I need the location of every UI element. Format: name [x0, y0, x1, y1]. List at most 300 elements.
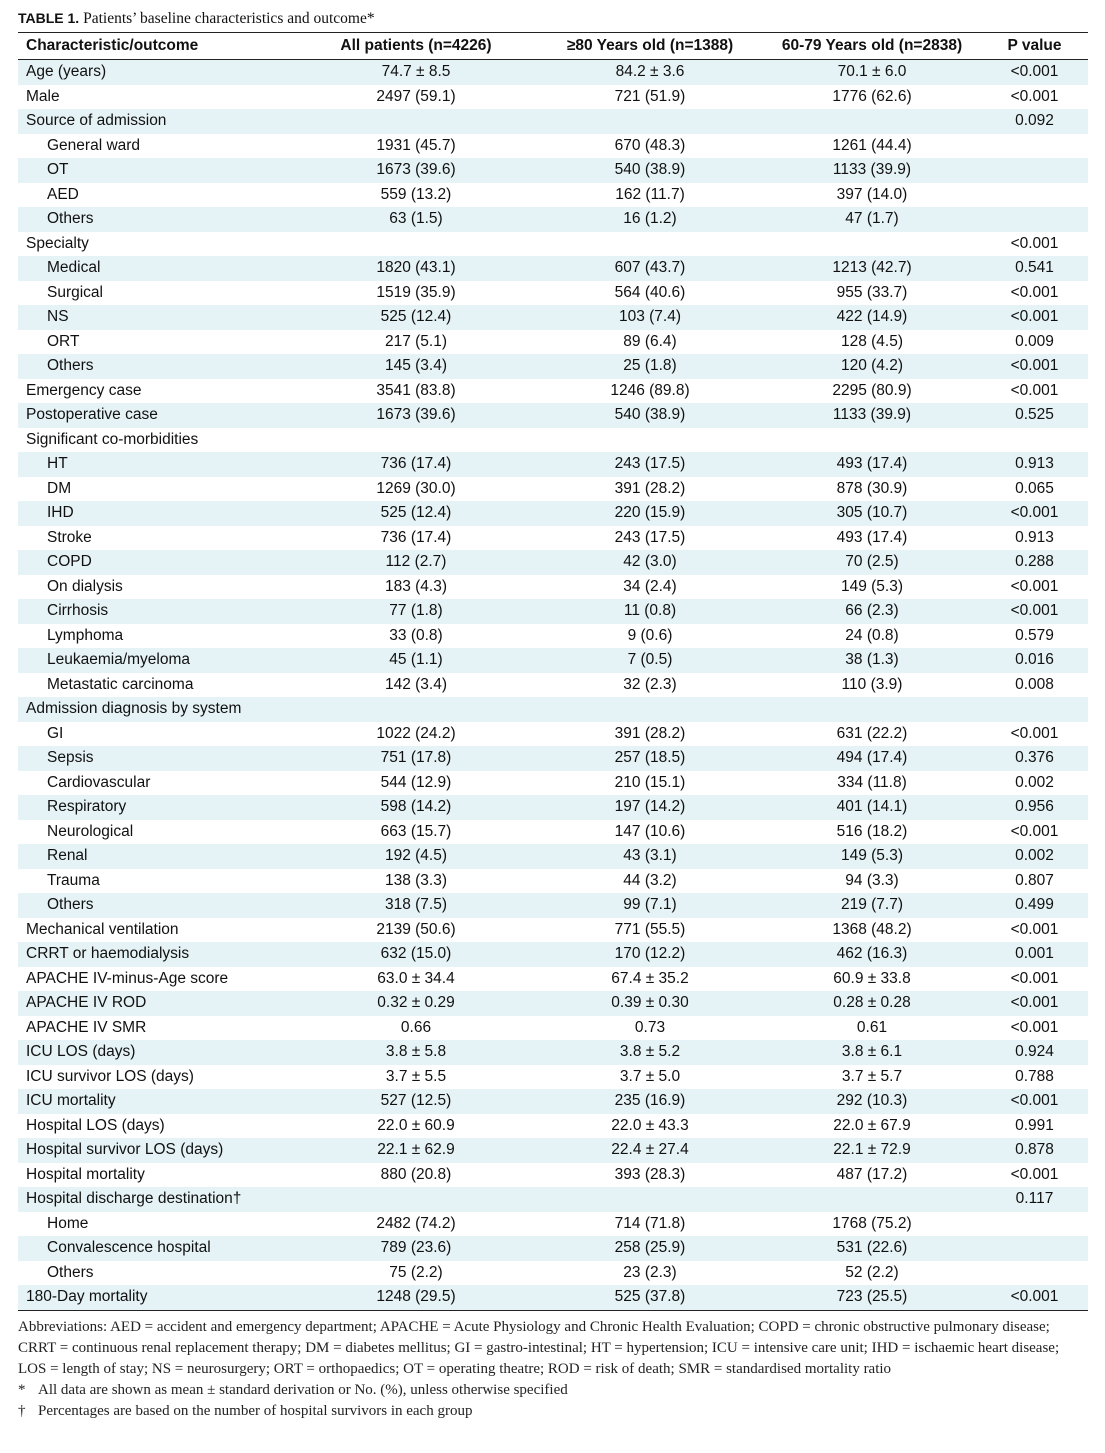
row-label: Cardiovascular: [47, 773, 151, 791]
table-row: [18, 991, 1088, 1016]
row-label: NS: [18, 305, 295, 330]
footnote: [18, 1401, 1088, 1422]
cell-80-plus: 540 (38.9): [537, 403, 763, 428]
cell-p-value: <0.001: [981, 991, 1088, 1016]
cell-80-plus: 84.2 ± 3.6: [537, 60, 763, 85]
cell-60-79: 462 (16.3): [763, 942, 981, 967]
cell-60-79: 1133 (39.9): [763, 158, 981, 183]
cell-p-value: 0.117: [981, 1187, 1088, 1212]
cell-p-value: [981, 183, 1088, 208]
footnote-text: Percentages are based on the number of hospital survivors in each group: [38, 1402, 473, 1419]
cell-60-79: 94 (3.3): [845, 871, 899, 889]
table-row: [18, 1138, 1088, 1163]
cell-80-plus: 220 (15.9): [537, 501, 763, 526]
row-label: Stroke: [47, 528, 92, 546]
row-label: IHD: [18, 501, 295, 526]
cell-80-plus: 670 (48.3): [614, 136, 686, 154]
table-row: [18, 795, 1088, 820]
cell-60-79: 401 (14.1): [763, 795, 981, 820]
table-row: [18, 624, 1088, 649]
cell-60-79: 723 (25.5): [763, 1285, 981, 1310]
table-row: [18, 85, 1088, 110]
cell-80-plus: 99 (7.1): [537, 893, 763, 918]
cell-all-patients: 598 (14.2): [295, 795, 537, 820]
table-row: [18, 746, 1088, 771]
row-label: Leukaemia/myeloma: [18, 648, 295, 673]
cell-all-patients: 22.1 ± 62.9: [295, 1138, 537, 1163]
cell-80-plus: [537, 697, 763, 722]
table-row: [18, 403, 1088, 428]
cell-80-plus: 42 (3.0): [537, 550, 763, 575]
row-label: ICU LOS (days): [18, 1040, 295, 1065]
cell-all-patients: 142 (3.4): [384, 675, 448, 693]
footnote: [18, 1380, 1088, 1401]
cell-60-79: 494 (17.4): [763, 746, 981, 771]
row-label: AED: [47, 185, 79, 203]
table-row: [18, 452, 1088, 477]
cell-80-plus: 16 (1.2): [537, 207, 763, 232]
cell-all-patients: 0.66: [400, 1018, 432, 1036]
cell-all-patients: 1673 (39.6): [295, 158, 537, 183]
row-label: ICU survivor LOS (days): [26, 1067, 194, 1085]
row-label: CRRT or haemodialysis: [18, 942, 295, 967]
cell-p-value: <0.001: [1010, 969, 1059, 987]
table-row: [18, 428, 1088, 453]
cell-60-79: 487 (17.2): [836, 1165, 908, 1183]
cell-60-79: 47 (1.7): [763, 207, 981, 232]
cell-60-79: 493 (17.4): [763, 452, 981, 477]
cell-80-plus: 44 (3.2): [623, 871, 677, 889]
cell-p-value: <0.001: [981, 305, 1088, 330]
cell-all-patients: 1673 (39.6): [295, 403, 537, 428]
cell-all-patients: 74.7 ± 8.5: [295, 60, 537, 85]
table-row: [18, 697, 1088, 722]
footnote-mark: †: [18, 1402, 26, 1419]
cell-80-plus: 170 (12.2): [537, 942, 763, 967]
row-label: Neurological: [47, 822, 134, 840]
cell-p-value: <0.001: [1010, 87, 1059, 105]
cell-all-patients: 145 (3.4): [295, 354, 537, 379]
cell-60-79: 219 (7.7): [763, 893, 981, 918]
table-row: [18, 281, 1088, 306]
cell-all-patients: 736 (17.4): [295, 452, 537, 477]
cell-60-79: 52 (2.2): [845, 1263, 899, 1281]
table-row: [18, 869, 1088, 894]
cell-60-79: 955 (33.7): [836, 283, 908, 301]
cell-60-79: 1768 (75.2): [832, 1214, 912, 1232]
cell-60-79: [763, 428, 981, 453]
cell-all-patients: [295, 697, 537, 722]
cell-p-value: 0.807: [1015, 871, 1054, 889]
table-row: [18, 599, 1088, 624]
column-header-p-value: P value: [981, 33, 1088, 60]
row-label: DM: [47, 479, 72, 497]
table-header-row: [18, 33, 1088, 60]
cell-80-plus: 23 (2.3): [623, 1263, 677, 1281]
cell-p-value: <0.001: [981, 60, 1088, 85]
cell-p-value: <0.001: [1010, 724, 1059, 742]
table-row: [18, 183, 1088, 208]
row-label: OT: [18, 158, 295, 183]
cell-all-patients: 527 (12.5): [295, 1089, 537, 1114]
cell-80-plus: 243 (17.5): [537, 452, 763, 477]
row-label: Others: [18, 354, 295, 379]
cell-p-value: <0.001: [981, 599, 1088, 624]
cell-80-plus: 210 (15.1): [614, 773, 686, 791]
cell-80-plus: 22.0 ± 43.3: [611, 1116, 689, 1134]
row-label: Others: [47, 1263, 94, 1281]
cell-all-patients: [295, 232, 537, 257]
cell-60-79: 531 (22.6): [763, 1236, 981, 1261]
table-row: [18, 109, 1088, 134]
cell-p-value: [981, 428, 1088, 453]
row-label: Hospital LOS (days): [26, 1116, 165, 1134]
cell-80-plus: [537, 428, 763, 453]
cell-60-79: 292 (10.3): [763, 1089, 981, 1114]
cell-60-79: 60.9 ± 33.8: [833, 969, 911, 987]
cell-80-plus: 1246 (89.8): [610, 381, 690, 399]
cell-all-patients: 544 (12.9): [380, 773, 452, 791]
row-label: 180-Day mortality: [18, 1285, 295, 1310]
cell-60-79: 70 (2.5): [763, 550, 981, 575]
cell-60-79: 0.28 ± 0.28: [763, 991, 981, 1016]
cell-all-patients: 63.0 ± 34.4: [377, 969, 455, 987]
cell-all-patients: 22.0 ± 60.9: [377, 1116, 455, 1134]
cell-80-plus: 540 (38.9): [537, 158, 763, 183]
cell-all-patients: 880 (20.8): [380, 1165, 452, 1183]
row-label: Convalescence hospital: [18, 1236, 295, 1261]
cell-80-plus: 197 (14.2): [537, 795, 763, 820]
table-row: [18, 1040, 1088, 1065]
table-row: [18, 942, 1088, 967]
cell-all-patients: 1820 (43.1): [295, 256, 537, 281]
cell-all-patients: 45 (1.1): [295, 648, 537, 673]
table-row: [18, 60, 1088, 85]
cell-60-79: 1133 (39.9): [763, 403, 981, 428]
table-row: [18, 526, 1088, 551]
cell-60-79: 110 (3.9): [841, 675, 903, 693]
cell-80-plus: 67.4 ± 35.2: [611, 969, 689, 987]
cell-all-patients: 3.7 ± 5.5: [385, 1067, 447, 1085]
cell-60-79: 1213 (42.7): [763, 256, 981, 281]
table-row: [18, 1212, 1088, 1237]
cell-all-patients: 1248 (29.5): [295, 1285, 537, 1310]
cell-all-patients: 3541 (83.8): [376, 381, 456, 399]
table-row: [18, 354, 1088, 379]
footnote-mark: *: [18, 1381, 26, 1398]
cell-60-79: 24 (0.8): [845, 626, 899, 644]
cell-all-patients: 183 (4.3): [384, 577, 448, 595]
cell-p-value: [981, 1236, 1088, 1261]
cell-all-patients: 77 (1.8): [295, 599, 537, 624]
cell-all-patients: 3.8 ± 5.8: [295, 1040, 537, 1065]
cell-60-79: 878 (30.9): [836, 479, 908, 497]
cell-p-value: <0.001: [1010, 1165, 1059, 1183]
table-notes: [18, 1317, 1088, 1422]
cell-80-plus: 243 (17.5): [614, 528, 686, 546]
row-label: Postoperative case: [18, 403, 295, 428]
cell-p-value: <0.001: [981, 1089, 1088, 1114]
cell-all-patients: [295, 428, 537, 453]
table-row: [18, 1114, 1088, 1139]
cell-all-patients: 1022 (24.2): [376, 724, 456, 742]
table-row: [18, 575, 1088, 600]
table-row: [18, 893, 1088, 918]
cell-all-patients: 0.32 ± 0.29: [295, 991, 537, 1016]
cell-60-79: 38 (1.3): [763, 648, 981, 673]
table-label: TABLE 1.: [18, 10, 80, 26]
row-label: Significant co-morbidities: [26, 430, 199, 448]
cell-all-patients: 751 (17.8): [295, 746, 537, 771]
row-label: Male: [26, 87, 60, 105]
cell-all-patients: 318 (7.5): [295, 893, 537, 918]
cell-80-plus: 103 (7.4): [537, 305, 763, 330]
cell-80-plus: 22.4 ± 27.4: [537, 1138, 763, 1163]
row-label: Home: [47, 1214, 89, 1232]
row-label: Medical: [18, 256, 295, 281]
cell-60-79: [763, 232, 981, 257]
column-header-all-patients: All patients (n=4226): [295, 33, 537, 60]
cell-p-value: 0.924: [981, 1040, 1088, 1065]
row-label: Sepsis: [18, 746, 295, 771]
cell-p-value: 0.579: [1015, 626, 1054, 644]
cell-p-value: 0.016: [981, 648, 1088, 673]
row-label: Hospital discharge destination†: [18, 1187, 295, 1212]
table-row: [18, 1187, 1088, 1212]
cell-p-value: <0.001: [981, 354, 1088, 379]
cell-all-patients: 525 (12.4): [295, 501, 537, 526]
cell-all-patients: 112 (2.7): [295, 550, 537, 575]
row-label: GI: [47, 724, 64, 742]
cell-p-value: 0.002: [981, 844, 1088, 869]
cell-60-79: 149 (5.3): [763, 844, 981, 869]
row-label: On dialysis: [47, 577, 123, 595]
table-row: [18, 722, 1088, 747]
cell-80-plus: [537, 109, 763, 134]
column-header-60-79: 60-79 Years old (n=2838): [763, 33, 981, 60]
row-label: Emergency case: [26, 381, 142, 399]
cell-all-patients: 736 (17.4): [380, 528, 452, 546]
table-row: [18, 844, 1088, 869]
cell-p-value: [981, 158, 1088, 183]
cell-80-plus: 162 (11.7): [615, 185, 685, 203]
cell-all-patients: 1519 (35.9): [376, 283, 456, 301]
cell-p-value: <0.001: [1010, 381, 1059, 399]
table-title: Patients’ baseline characteristics and outcome*: [83, 10, 375, 27]
cell-60-79: 1261 (44.4): [832, 136, 912, 154]
cell-80-plus: 721 (51.9): [614, 87, 686, 105]
row-label: Renal: [18, 844, 295, 869]
cell-60-79: [763, 697, 981, 722]
cell-p-value: [981, 134, 1088, 159]
cell-all-patients: 2139 (50.6): [376, 920, 456, 938]
cell-80-plus: 25 (1.8): [537, 354, 763, 379]
cell-60-79: 516 (18.2): [836, 822, 908, 840]
table-body: [18, 60, 1088, 1311]
cell-80-plus: 43 (3.1): [537, 844, 763, 869]
cell-60-79: 3.8 ± 6.1: [763, 1040, 981, 1065]
row-label: Admission diagnosis by system: [18, 697, 295, 722]
cell-80-plus: 3.8 ± 5.2: [537, 1040, 763, 1065]
cell-80-plus: 147 (10.6): [614, 822, 686, 840]
cell-all-patients: 192 (4.5): [295, 844, 537, 869]
cell-60-79: 1776 (62.6): [832, 87, 912, 105]
cell-60-79: 0.61: [856, 1018, 888, 1036]
cell-60-79: 493 (17.4): [836, 528, 908, 546]
cell-all-patients: 1931 (45.7): [376, 136, 456, 154]
cell-all-patients: 525 (12.4): [295, 305, 537, 330]
table-row: [18, 305, 1088, 330]
cell-p-value: <0.001: [1010, 283, 1059, 301]
table-row: [18, 771, 1088, 796]
column-header-characteristic: Characteristic/outcome: [18, 33, 295, 60]
cell-all-patients: 663 (15.7): [380, 822, 452, 840]
cell-p-value: [981, 207, 1088, 232]
table-page: [18, 8, 1088, 1422]
table-row: [18, 232, 1088, 257]
cell-p-value: 0.788: [1015, 1067, 1054, 1085]
cell-all-patients: 559 (13.2): [380, 185, 452, 203]
cell-80-plus: 714 (71.8): [614, 1214, 686, 1232]
cell-60-79: 128 (4.5): [840, 332, 904, 350]
cell-all-patients: [295, 109, 537, 134]
cell-p-value: 0.288: [981, 550, 1088, 575]
cell-80-plus: 258 (25.9): [537, 1236, 763, 1261]
cell-p-value: 0.913: [1015, 528, 1054, 546]
cell-80-plus: 564 (40.6): [614, 283, 686, 301]
cell-80-plus: 89 (6.4): [623, 332, 677, 350]
cell-80-plus: [537, 1187, 763, 1212]
cell-80-plus: [537, 232, 763, 257]
cell-60-79: 397 (14.0): [836, 185, 908, 203]
table-row: [18, 918, 1088, 943]
cell-p-value: <0.001: [1010, 920, 1059, 938]
cell-all-patients: 33 (0.8): [389, 626, 443, 644]
row-label: Source of admission: [18, 109, 295, 134]
cell-p-value: 0.376: [981, 746, 1088, 771]
row-label: Specialty: [26, 234, 89, 252]
row-label: APACHE IV-minus-Age score: [26, 969, 229, 987]
cell-60-79: 631 (22.2): [836, 724, 908, 742]
table-row: [18, 256, 1088, 281]
cell-80-plus: 391 (28.2): [614, 479, 686, 497]
cell-all-patients: 138 (3.3): [384, 871, 448, 889]
cell-p-value: <0.001: [1010, 577, 1059, 595]
column-header-80-plus: ≥80 Years old (n=1388): [537, 33, 763, 60]
cell-60-79: 120 (4.2): [763, 354, 981, 379]
cell-80-plus: 3.7 ± 5.0: [619, 1067, 681, 1085]
cell-p-value: 0.878: [981, 1138, 1088, 1163]
cell-80-plus: 32 (2.3): [623, 675, 677, 693]
cell-all-patients: 632 (15.0): [295, 942, 537, 967]
row-label: Age (years): [18, 60, 295, 85]
cell-all-patients: 789 (23.6): [295, 1236, 537, 1261]
cell-80-plus: 235 (16.9): [537, 1089, 763, 1114]
cell-p-value: 0.525: [981, 403, 1088, 428]
cell-60-79: [763, 1187, 981, 1212]
cell-p-value: 0.541: [981, 256, 1088, 281]
cell-all-patients: 75 (2.2): [389, 1263, 443, 1281]
footnote-text: All data are shown as mean ± standard derivation or No. (%), unless otherwise specified: [38, 1381, 568, 1398]
table-row: [18, 550, 1088, 575]
table-row: [18, 501, 1088, 526]
cell-80-plus: 607 (43.7): [537, 256, 763, 281]
table-row: [18, 1065, 1088, 1090]
cell-all-patients: 2497 (59.1): [376, 87, 456, 105]
row-label: ICU mortality: [18, 1089, 295, 1114]
cell-all-patients: 63 (1.5): [295, 207, 537, 232]
cell-all-patients: 217 (5.1): [384, 332, 448, 350]
cell-p-value: <0.001: [1010, 234, 1059, 252]
cell-60-79: 22.1 ± 72.9: [763, 1138, 981, 1163]
cell-p-value: <0.001: [981, 501, 1088, 526]
row-label: COPD: [18, 550, 295, 575]
row-label: Mechanical ventilation: [26, 920, 179, 938]
table-row: [18, 330, 1088, 355]
cell-80-plus: 393 (28.3): [614, 1165, 686, 1183]
cell-all-patients: 1269 (30.0): [376, 479, 456, 497]
cell-p-value: <0.001: [981, 1285, 1088, 1310]
row-label: Metastatic carcinoma: [47, 675, 194, 693]
cell-60-79: 22.0 ± 67.9: [833, 1116, 911, 1134]
cell-80-plus: 0.73: [634, 1018, 666, 1036]
row-label: Others: [18, 207, 295, 232]
table-row: [18, 673, 1088, 698]
table-row: [18, 820, 1088, 845]
cell-60-79: 149 (5.3): [840, 577, 904, 595]
cell-80-plus: 0.39 ± 0.30: [537, 991, 763, 1016]
cell-p-value: 0.001: [981, 942, 1088, 967]
row-label: APACHE IV ROD: [18, 991, 295, 1016]
cell-80-plus: 34 (2.4): [623, 577, 677, 595]
cell-60-79: 334 (11.8): [837, 773, 907, 791]
cell-p-value: 0.913: [981, 452, 1088, 477]
cell-60-79: 3.7 ± 5.7: [841, 1067, 903, 1085]
cell-all-patients: [295, 1187, 537, 1212]
table-row: [18, 379, 1088, 404]
cell-p-value: [981, 1212, 1088, 1237]
cell-60-79: 2295 (80.9): [832, 381, 912, 399]
row-label: ORT: [47, 332, 80, 350]
cell-80-plus: 7 (0.5): [537, 648, 763, 673]
row-label: Cirrhosis: [18, 599, 295, 624]
table-row: [18, 1261, 1088, 1286]
cell-60-79: 305 (10.7): [763, 501, 981, 526]
abbreviations-note: Abbreviations: AED = accident and emergency department; APACHE = Acute Physiology and Chronic Health Evaluation; COPD = chronic obstructive pulmonary disease; CRRT = continuous renal replacement therapy; DM = diabetes mellitus; GI = gastro-intestinal; HT = hypertension; ICU = intensive care unit; IHD = ischaemic heart disease; LOS = length of stay; NS = neurosurgery; ORT = orthopaedics; OT = operating theatre; ROD = risk of death; SMR = standardised mortality ratio: [18, 1318, 1060, 1377]
cell-all-patients: 2482 (74.2): [376, 1214, 456, 1232]
cell-p-value: 0.499: [981, 893, 1088, 918]
baseline-characteristics-table: [18, 32, 1088, 1311]
table-row: [18, 134, 1088, 159]
cell-p-value: [981, 697, 1088, 722]
row-label: Trauma: [47, 871, 100, 889]
cell-p-value: 0.956: [981, 795, 1088, 820]
cell-60-79: [763, 109, 981, 134]
cell-80-plus: 771 (55.5): [614, 920, 686, 938]
cell-p-value: 0.092: [981, 109, 1088, 134]
row-label: Hospital mortality: [26, 1165, 145, 1183]
row-label: Surgical: [47, 283, 103, 301]
table-row: [18, 1236, 1088, 1261]
cell-p-value: 0.065: [1015, 479, 1054, 497]
row-label: Hospital survivor LOS (days): [18, 1138, 295, 1163]
row-label: General ward: [47, 136, 141, 154]
cell-80-plus: 9 (0.6): [627, 626, 673, 644]
table-row: [18, 1016, 1088, 1041]
cell-80-plus: 257 (18.5): [537, 746, 763, 771]
table-row: [18, 1163, 1088, 1188]
table-row: [18, 158, 1088, 183]
